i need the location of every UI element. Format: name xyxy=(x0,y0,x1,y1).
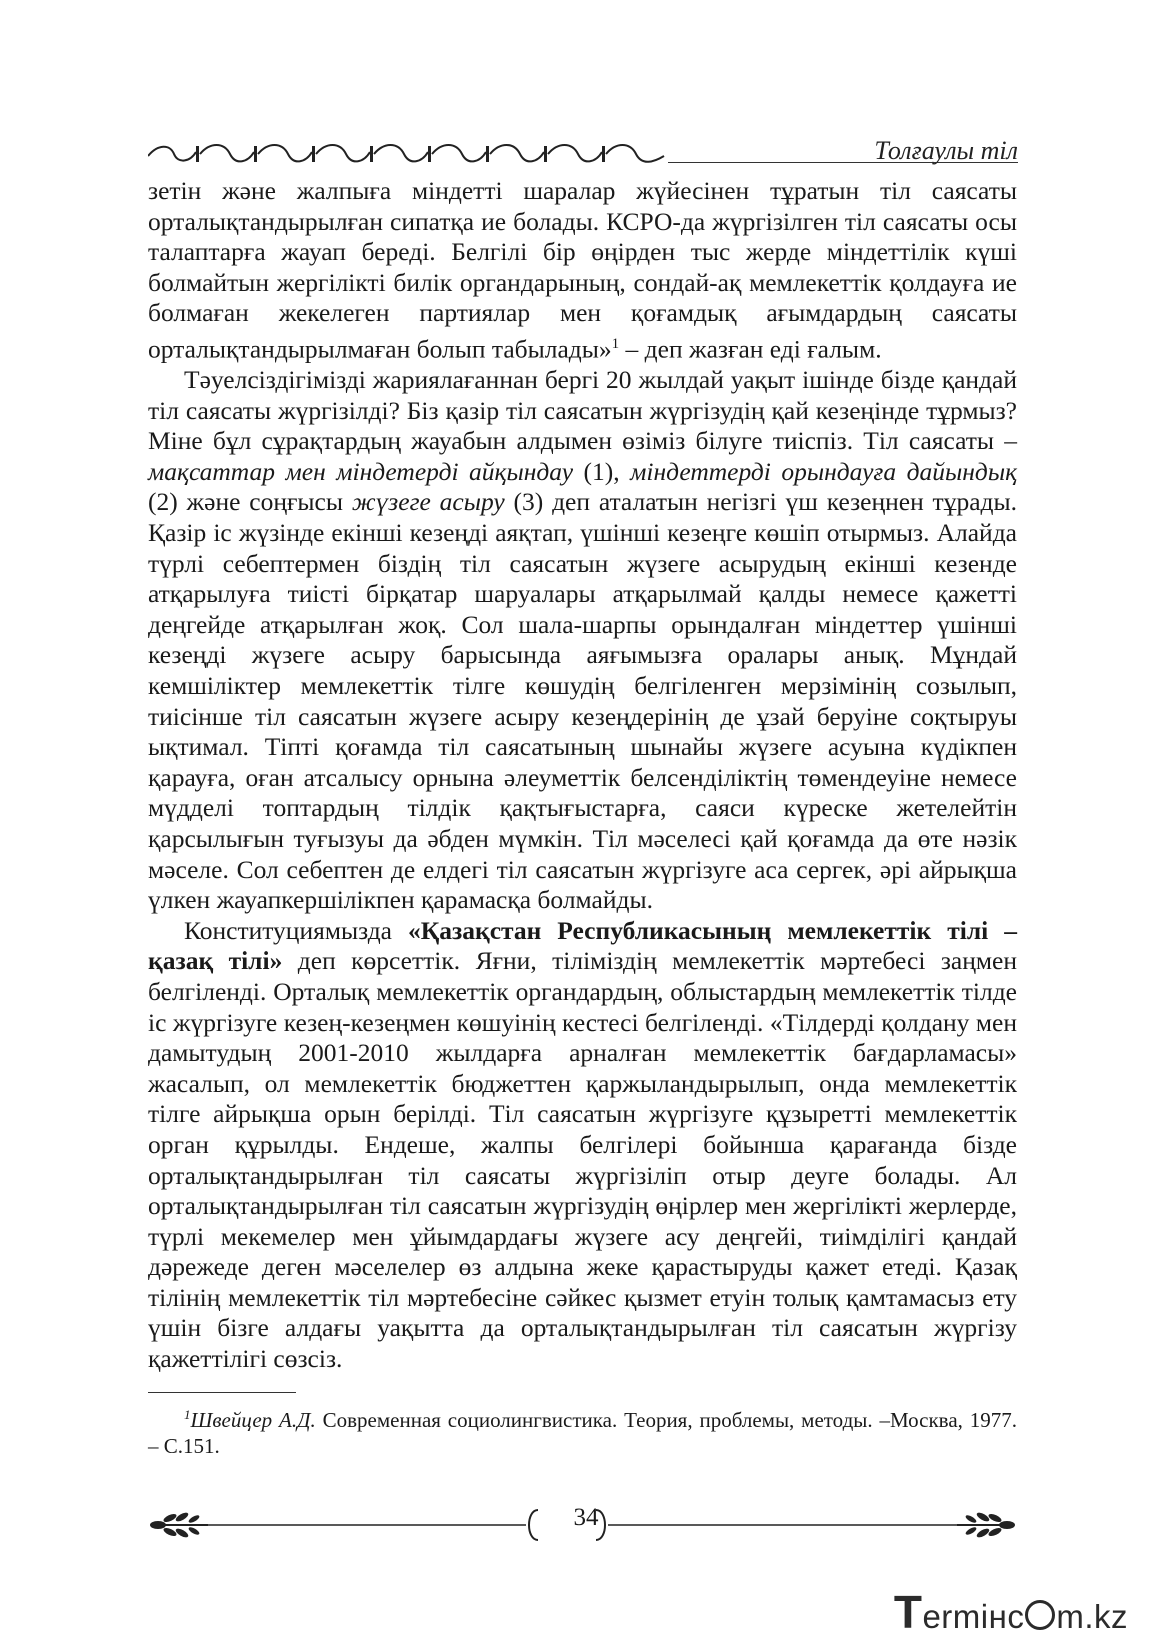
paragraph: Тәуелсіздігімізді жариялағаннан бергі 20 жылдай уақыт ішінде бізде қандай тіл саясаты жүргізілді? Біз қазір тіл саясатын жүргізудің қай кезеңінде тұрмыз? Міне бұл сұрақтардың жауабын алдымен өзіміз білуге тиіспіз. Тіл саясаты – мақсаттар мен міндетерді айқындау (1), міндеттерді орындауға дайындық (2) және соңғысы жүзеге асыру (3) деп аталатын негізгі үш кезеңнен тұрады. Қазір іс жүзінде екінші кезеңді аяқтап, үшінші кезеңге көшіп отырмыз. Алайда түрлі себептермен біздің тіл саясатын жүзеге асырудың екінші кезенде атқарылуға тиісті бірқатар шаруалары атқарылмай қалды немесе қажетті деңгейде атқарылған жоқ. Сол шала-шарпы орындалған міндеттер үшінші кезеңді жүзеге асыру барысында аяғымызға оралары анық. Мұндай кемшіліктер мемлекеттік тілге көшудің белгіленген мерзімінің созылып, тиісінше тіл саясатын жүзеге асыру кезеңдерінің де ұзай беруіне соқтыруы ықтимал. Тіпті қоғамда тіл саясатының шынайы жүзеге асуына күдікпен қарауға, оған атсалысу орнына әлеуметтік белсенділіктің төмендеуіне немесе мүдделі топтардың тілдік қақтығыстарға, саяси күреске жетелейтін қарсылығын туғызуы да әбден мүмкін. Тіл мәселесі қай қоғамда да өте нәзік мәселе. Сол себептен де елдегі тіл саясатын жүргізуге аса сергек, әрі айрықша үлкен жауапкершілікпен қарамасқа болмайды. xyxy=(148,365,1018,915)
wheat-ear-ornament-icon xyxy=(148,1508,208,1542)
running-header xyxy=(148,128,1018,174)
footnote-separator xyxy=(148,1392,296,1393)
site-watermark: Termінc m.kz xyxy=(893,1586,1128,1638)
wheat-ear-ornament-icon xyxy=(957,1508,1017,1542)
footnote-ref[interactable]: 1 xyxy=(611,335,620,352)
footnote: $^1$Швейцер А.Д. Современная социолингвистика. Теория, проблемы, методы. –Москва, 1977. – С.151. xyxy=(148,1407,1018,1458)
decorative-scroll-border-icon xyxy=(148,138,668,168)
paragraph: зетін және жалпыға міндетті шаралар жүйесінен тұратын тіл саясаты орталықтандырылған сипатқа ие болады. КСРО-да жүргізілген тіл саясаты осы талаптарға жауап береді. Белгілі бір өңірден тыс жерде міндеттілік күші болмайтын жергілікті билік органдарының, сондай-ақ мемлекеттік қолдауға ие болмаған жекелеген партиялар мен қоғамдық ағымдардың саясаты орталықтандырылмаған болып табылады»$^1$ – деп жазған еді ғалым. xyxy=(148,176,1017,364)
circle-o-icon xyxy=(1025,1600,1055,1630)
paragraph: Конституциямызда «Қазақстан Республикасының мемлекеттік тілі – қазақ тілі» деп көрсеттік. Яғни, тіліміздің мемлекеттік мәртебесі заңмен белгіленді. Орталық мемлекеттік органдардың, облыстардың мемлекеттік тілде іс жүргізуге кезең-кезеңмен көшуінің кестесі белгіленді. «Тілдерді қолдану мен дамытудың 2001-2010 жылдарға арналған мемлекеттік бағдарламасы» жасалып, ол мемлекеттік бюджеттен қаржыландырылып, онда мемлекеттік тілге айрықша орын берілді. Тіл саясатын жүргізуге құзыретті мемлекеттік орган құрылды. Ендеше, жалпы белгілері бойынша қарағанда бізде орталықтандырылған тіл саясаты жүргізіліп отыр деуге болады. Ал орталықтандырылған тіл саясатын жүргізудің өңірлер мен жергілікті жерлерде, түрлі мекемелер мен ұйымдардағы жүзеге асу деңгейі, тиімділігі қандай дәрежеде деген мәселелер өз алдына жеке қарастыруды қажет етеді. Қазақ тілінің мемлекеттік тіл мәртебесіне сәйкес қызмет етуін толық қамтамасыз ету үшін бізге алдағы уақытта да орталықтандырылған тіл саясатын жүргізу қажеттілігі сөзсіз. xyxy=(148,915,1017,1374)
body-text xyxy=(148,176,1017,1375)
running-title: Толғаулы тіл xyxy=(874,136,1018,165)
page-footer xyxy=(148,1500,1017,1548)
footnote-author: Швейцер А.Д. xyxy=(190,1408,316,1432)
page-number: 34 xyxy=(573,1504,599,1531)
